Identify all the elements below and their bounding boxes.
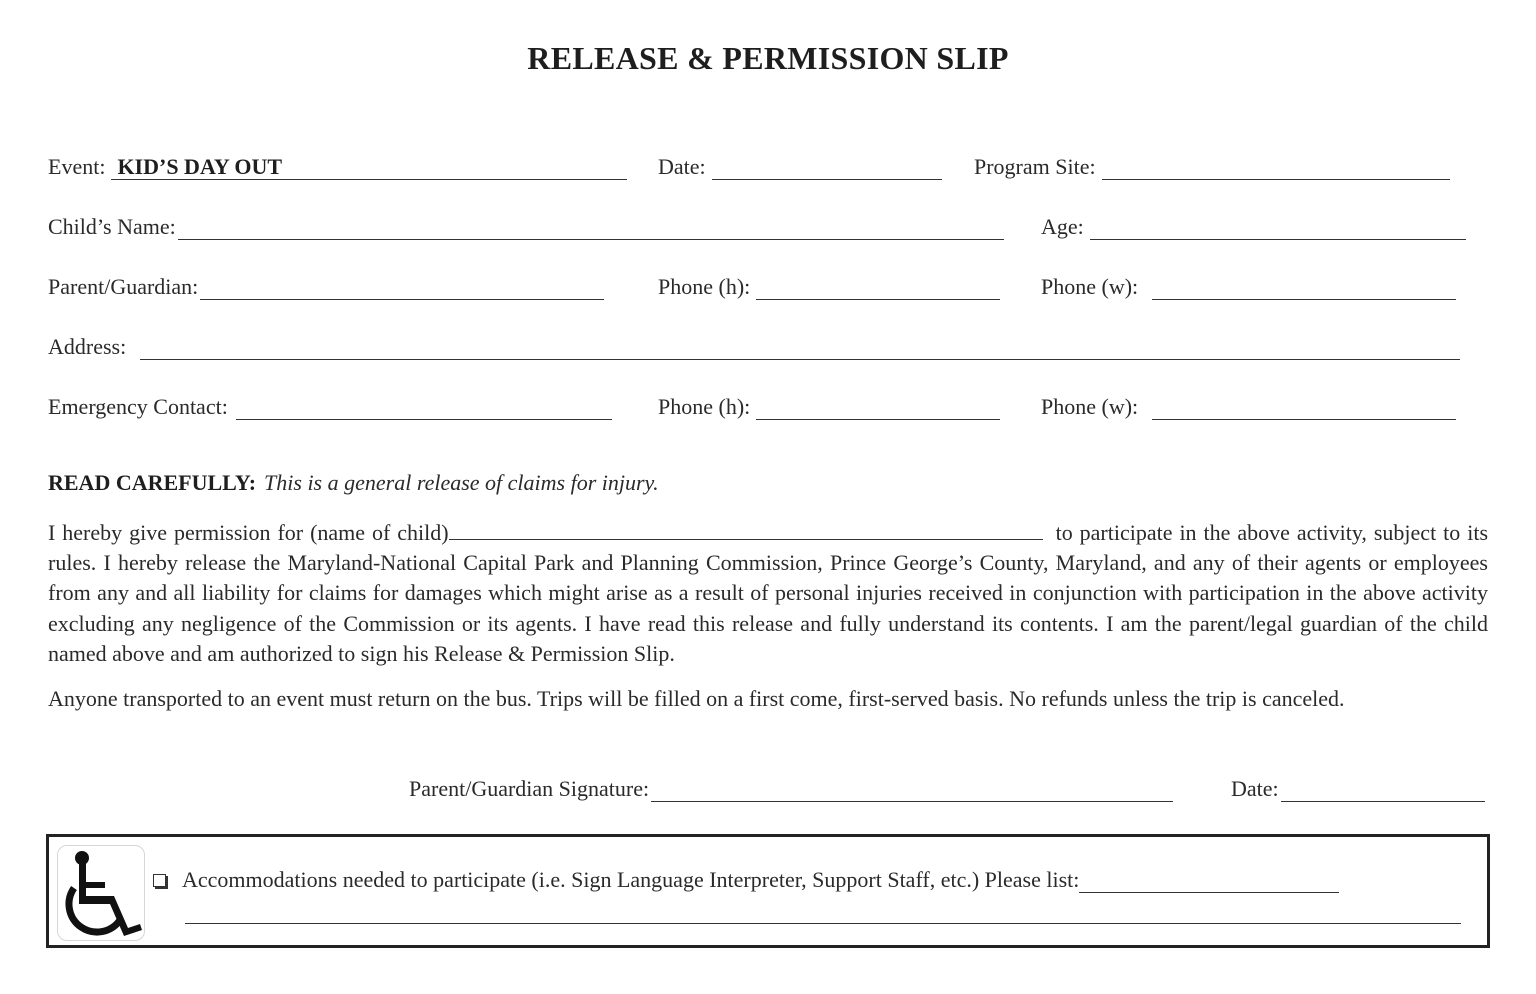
parent-guardian-input[interactable] (200, 275, 604, 300)
row-parent (48, 270, 1488, 300)
program-site-label: Program Site: (974, 154, 1096, 179)
emergency-phone-work-field (1041, 390, 1456, 420)
parent-phone-home-input[interactable] (756, 275, 1000, 300)
accommodations-list-input-line2[interactable] (185, 923, 1461, 924)
accommodations-list-input[interactable] (1079, 868, 1339, 893)
emergency-phone-work-input[interactable] (1152, 395, 1456, 420)
parent-phone-work-label: Phone (w): (1041, 274, 1139, 299)
age-input[interactable] (1090, 215, 1466, 240)
emergency-contact-label: Emergency Contact: (48, 394, 228, 419)
parent-phone-home-field (658, 270, 1000, 300)
signature-date-label: Date: (1231, 776, 1279, 801)
program-site-input[interactable] (1102, 155, 1450, 180)
address-field (48, 330, 1460, 360)
address-label: Address: (48, 334, 127, 359)
emergency-phone-home-field (658, 390, 1000, 420)
parent-phone-home-label: Phone (h): (658, 274, 751, 299)
release-para-start: I hereby give permission for (name of child) (48, 520, 449, 545)
emergency-phone-home-input[interactable] (756, 395, 1000, 420)
read-carefully-label: READ CAREFULLY: (48, 470, 257, 495)
row-emergency (48, 390, 1488, 420)
age-label: Age: (1041, 214, 1084, 239)
program-site-field (974, 150, 1450, 180)
address-input[interactable] (140, 335, 1460, 360)
row-event (48, 150, 1488, 180)
signature-date-field (1231, 772, 1485, 802)
accommodations-box (46, 834, 1490, 948)
age-field (1041, 210, 1466, 240)
accommodations-row (153, 865, 1339, 893)
childs-name-label: Child’s Name: (48, 214, 176, 239)
row-address (48, 330, 1488, 360)
release-subheading: This is a general release of claims for injury. (264, 470, 659, 495)
event-label: Event: (48, 154, 106, 179)
child-name-blank-input[interactable] (449, 519, 1043, 540)
row-child (48, 210, 1488, 240)
accommodations-checkbox[interactable] (153, 874, 166, 887)
wheelchair-accessibility-icon (57, 845, 145, 941)
signature-date-input[interactable] (1281, 777, 1485, 802)
signature-label: Parent/Guardian Signature: (409, 776, 650, 801)
parent-phone-work-field (1041, 270, 1456, 300)
childs-name-field (48, 210, 1004, 240)
parent-guardian-field (48, 270, 604, 300)
emergency-contact-input[interactable] (236, 395, 612, 420)
signature-input[interactable] (651, 777, 1173, 802)
release-heading (48, 470, 659, 496)
event-input[interactable] (111, 155, 627, 180)
accommodations-label: Accommodations needed to participate (i.e. Sign Language Interpreter, Support Staff, etc.) Please list: (182, 867, 1080, 892)
event-field (48, 150, 627, 180)
parent-guardian-label: Parent/Guardian: (48, 274, 199, 299)
date-input[interactable] (712, 155, 942, 180)
emergency-phone-home-label: Phone (h): (658, 394, 751, 419)
release-para-rest: to participate in the above activity, subject to its rules. I hereby release the Maryland-National Capital Park and Planning Commission, Prince George’s County, Maryland, and any of their agents or employees from any and all liability for claims for damages which might arise as a result of personal injuries received in conjunction with participation in the above activity excluding any negligence of the Commission or its agents. I have read this release and fully understand its contents. I am the parent/legal guardian of the child named above and am authorized to sign his Release & Permission Slip. (48, 520, 1489, 666)
document-title: RELEASE & PERMISSION SLIP (527, 40, 1009, 76)
release-paragraph (48, 518, 1488, 669)
emergency-contact-field (48, 390, 612, 420)
date-label: Date: (658, 154, 706, 179)
date-field (658, 150, 942, 180)
transport-note: Anyone transported to an event must return on the bus. Trips will be filled on a first come, first-served basis. No refunds unless the trip is canceled. (48, 686, 1345, 711)
parent-phone-work-input[interactable] (1152, 275, 1456, 300)
event-value: KID’S DAY OUT (117, 154, 283, 179)
signature-field (409, 772, 1173, 802)
childs-name-input[interactable] (178, 215, 1004, 240)
emergency-phone-work-label: Phone (w): (1041, 394, 1139, 419)
